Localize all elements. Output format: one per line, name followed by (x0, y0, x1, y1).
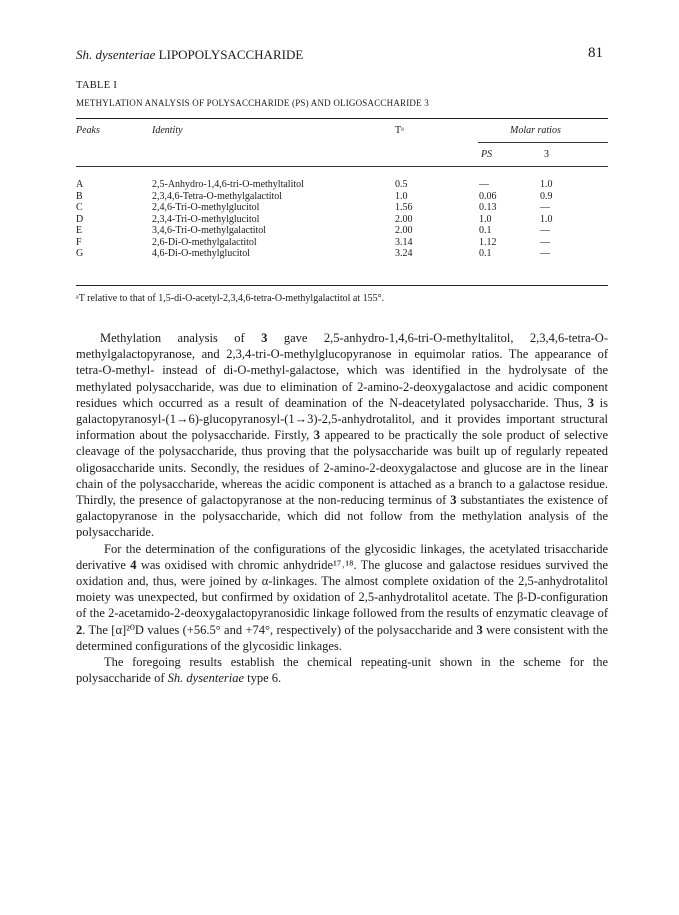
running-head-organism: Sh. dysenteriae (76, 47, 156, 62)
cell-t: 3.14 (395, 236, 413, 248)
cell-identity: 4,6-Di-O-methylglucitol (152, 248, 251, 259)
table-bottom-rule (76, 285, 608, 286)
table-row (76, 214, 608, 226)
header-3: 3 (544, 149, 549, 160)
cell-t: 2.00 (395, 213, 413, 225)
paragraph-text: was oxidised with chromic anhydride¹⁷˒¹⁸. The glucose and galactose residues survived the oxidation and, thus, were joined by α-linkages. The almost complete oxidation of the 2,5-anhydrotalitol moiety was unexpected, but confirmed by oxidation of 2,5-anhydrotalitol acetate. The β-D-configuration of the 2-acetamido-2-deoxygalactopyranosidic linkage followed from the results of enzymatic cleavage of (76, 557, 608, 621)
table-row (76, 248, 608, 260)
compound-ref: 3 (476, 622, 483, 637)
table-footnote: ᵃT relative to that of 1,5-di-O-acetyl-2,3,4,6-tetra-O-methylgalactitol at 155°. (76, 293, 385, 304)
cell-identity: 2,3,4,6-Tetra-O-methylgalactitol (152, 190, 283, 202)
header-t: Tᵃ (395, 125, 404, 136)
cell-ps: 1.0 (479, 213, 492, 225)
cell-3: 1.0 (540, 213, 553, 225)
cell-ps: 0.06 (479, 190, 497, 202)
header-identity: Identity (152, 125, 183, 136)
paragraph-2 (76, 541, 608, 654)
table-row (76, 179, 608, 191)
compound-ref: 3 (313, 428, 321, 443)
table-caption: METHYLATION ANALYSIS OF POLYSACCHARIDE (PS) AND OLIGOSACCHARIDE 3 (76, 98, 429, 108)
header-peaks: Peaks (76, 125, 100, 136)
compound-ref: 3 (261, 331, 268, 345)
cell-peak: C (76, 202, 83, 213)
page-number: 81 (588, 45, 603, 61)
table-header-rule (76, 166, 608, 167)
table-row (76, 237, 608, 249)
cell-identity: 2,5-Anhydro-1,4,6-tri-O-methyltalitol (152, 179, 304, 190)
cell-3: — (540, 225, 550, 236)
body-text (76, 330, 608, 686)
table-row (76, 202, 608, 214)
cell-peak: D (76, 213, 84, 225)
cell-ps: 1.12 (479, 236, 497, 248)
cell-ps: 0.1 (479, 225, 492, 236)
cell-3: 0.9 (540, 190, 553, 202)
cell-peak: A (76, 179, 84, 190)
cell-identity: 2,4,6-Tri-O-methylglucitol (152, 202, 260, 213)
cell-peak: F (76, 236, 82, 248)
cell-peak: E (76, 225, 83, 236)
paragraph-text: is galactopyranosyl-(1→6)-glucopyranosyl-(1→3)-2,5-anhydrotalitol, and it provides important structural information about the polysaccharide. Firstly, (76, 395, 608, 443)
paragraph-text: were consistent with the determined configurations of the glycosidic linkages. (76, 622, 608, 653)
compound-ref: 2 (76, 622, 83, 637)
cell-t: 2.00 (395, 225, 413, 236)
paragraph-1 (76, 330, 608, 541)
header-ps: PS (481, 149, 493, 160)
running-head-title: LIPOPOLYSACCHARIDE (158, 47, 304, 62)
paragraph-3 (76, 654, 608, 686)
table-row (76, 191, 608, 203)
cell-identity: 3,4,6-Tri-O-methylgalactitol (152, 225, 267, 236)
header-molar-ratios: Molar ratios (510, 125, 561, 136)
table-top-rule (76, 118, 608, 119)
cell-ps: 0.13 (479, 202, 497, 213)
cell-3: — (540, 202, 550, 213)
cell-3: — (540, 236, 550, 248)
cell-t: 1.56 (395, 202, 413, 213)
compound-ref: 3 (450, 493, 457, 508)
cell-peak: G (76, 248, 84, 259)
paragraph-text: The foregoing results establish the chemical repeating-unit shown in the scheme for the polysaccharide of (76, 655, 608, 686)
paragraph-text: . The [α]²⁰D values (+56.5° and +74°, respectively) of the polysaccharide and (82, 622, 477, 637)
cell-3: — (540, 248, 550, 259)
table-body (76, 179, 608, 260)
paragraph-text: type 6. (244, 671, 282, 686)
paragraph-text: substantiates the existence of galactopyranose in the polysaccharide, which did not follow from the methylation analysis of the polysaccharide. (76, 493, 608, 540)
cell-identity: 2,6-Di-O-methylgalactitol (152, 236, 257, 248)
compound-ref: 3 (587, 395, 595, 410)
running-head (76, 47, 303, 63)
paragraph-text: appeared to be practically the sole product of selective cleavage of the polysaccharide, thus proving that the polysaccharide was built up of regularly repeated oligosaccharide units. Secondly, the residues of 2-amino-2-deoxygalactose and glucose are in the linear chain of the polysaccharide, whereas the acidic component is attached as a branch to a galactose residue. Thirdly, the presence of galactopyranose at the non-reducing terminus of (76, 428, 608, 508)
cell-t: 0.5 (395, 179, 408, 190)
molar-ratios-rule (478, 142, 608, 143)
table-label: TABLE I (76, 80, 118, 91)
cell-peak: B (76, 190, 83, 202)
paragraph-text: For the determination of the configurations of the glycosidic linkages, the acetylated trisaccharide derivative (76, 541, 608, 572)
compound-ref: 4 (130, 557, 137, 572)
table-row (76, 225, 608, 237)
organism-name: Sh. dysenteriae (167, 671, 245, 686)
paragraph-text: Methylation analysis of (100, 331, 262, 345)
cell-identity: 2,3,4-Tri-O-methylglucitol (152, 213, 260, 225)
cell-t: 1.0 (395, 190, 408, 202)
cell-3: 1.0 (540, 179, 553, 190)
paragraph-text: gave 2,5-anhydro-1,4,6-tri-O-methyltalitol, 2,3,4,6-tetra-O-methylgalactopyranose, and 2,3,4-tri-O-methylglucopyranose in equimolar ratios. The appearance of tetra-O-methyl- instead of di-O-methyl-galactose, which was identified in the hydrolysate of the methylated polysaccharide, was due to elimination of 2-amino-2-deoxygalactose and acidic component residues which occurred as a result of deamination of the N-deacetylated polysaccharide. Thus, (76, 331, 608, 410)
cell-ps: 0.1 (479, 248, 492, 259)
cell-ps: — (479, 179, 489, 190)
cell-t: 3.24 (395, 248, 413, 259)
